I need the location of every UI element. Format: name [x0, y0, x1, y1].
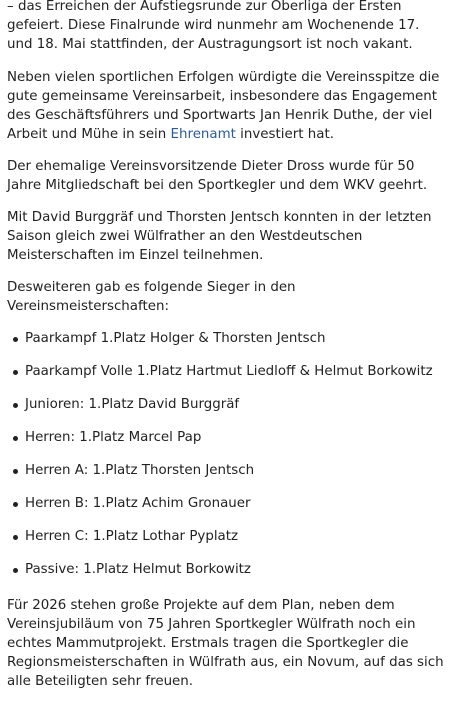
list-item [7, 428, 444, 447]
bullet-icon [13, 469, 18, 474]
list-item [7, 527, 444, 546]
bullet-icon [13, 436, 18, 441]
list-item [7, 395, 444, 414]
volunteer-paragraph [7, 68, 444, 144]
list-item [7, 560, 444, 579]
bullet-icon [13, 403, 18, 408]
honor-paragraph: Der ehemalige Vereinsvorsitzende Dieter Dross wurde für 50 Jahre Mitgliedschaft bei den Sportkegler und dem WKV geehrt. [7, 159, 428, 193]
winner-text: Passive: 1.Platz Helmut Borkowitz [25, 562, 251, 577]
winner-text: Herren B: 1.Platz Achim Gronauer [25, 496, 251, 511]
ehrenamt-link[interactable]: Ehrenamt [170, 127, 236, 142]
intro-paragraph: – das Erreichen der Aufstiegsrunde zur Oberliga der Ersten gefeiert. Diese Finalrunde wird nunmehr am Wochenende 17. und 18. Mai stattfinden, der Austragungsort ist noch vakant. [7, 0, 420, 52]
winner-text: Herren: 1.Platz Marcel Pap [25, 430, 202, 445]
championship-paragraph: Mit David Burggräf und Thorsten Jentsch konnten in der letzten Saison gleich zwei Wülfrather an den Westdeutschen Meisterschaften im Einzel teilnehmen. [7, 210, 432, 263]
winner-text: Herren C: 1.Platz Lothar Pyplatz [25, 529, 239, 544]
list-item [7, 461, 444, 480]
winners-list [7, 329, 444, 579]
volunteer-text-after: investiert hat. [235, 127, 334, 142]
winners-intro-paragraph: Desweiteren gab es folgende Sieger in den Vereinsmeisterschaften: [7, 280, 296, 314]
list-item [7, 494, 444, 513]
bullet-icon [13, 337, 18, 342]
list-item [7, 329, 444, 348]
winner-text: Paarkampf 1.Platz Holger & Thorsten Jentsch [25, 331, 326, 346]
bullet-icon [13, 502, 18, 507]
bullet-icon [13, 568, 18, 573]
bullet-icon [13, 370, 18, 375]
closing-paragraph: Für 2026 stehen große Projekte auf dem Plan, neben dem Vereinsjubiläum von 75 Jahren Sportkegler Wülfrath noch ein echtes Mammutprojekt. Erstmals tragen die Sportkegler die Regionsmeisterschaften in Wülfrath aus, ein Novum, auf das sich alle Beteiligten sehr freuen. [7, 598, 444, 689]
winner-text: Junioren: 1.Platz David Burggräf [25, 397, 240, 412]
winner-text: Herren A: 1.Platz Thorsten Jentsch [25, 463, 255, 478]
list-item [7, 362, 444, 381]
volunteer-text-before: Neben vielen sportlichen Erfolgen würdigte die Vereinsspitze die gute gemeinsame Vereinsarbeit, insbesondere das Engagement des Geschäftsführers und Sportwarts Jan Henrik Duthe, der viel Arbeit und Mühe in sein [7, 70, 440, 142]
winner-text: Paarkampf Volle 1.Platz Hartmut Liedloff & Helmut Borkowitz [25, 364, 433, 379]
bullet-icon [13, 535, 18, 540]
